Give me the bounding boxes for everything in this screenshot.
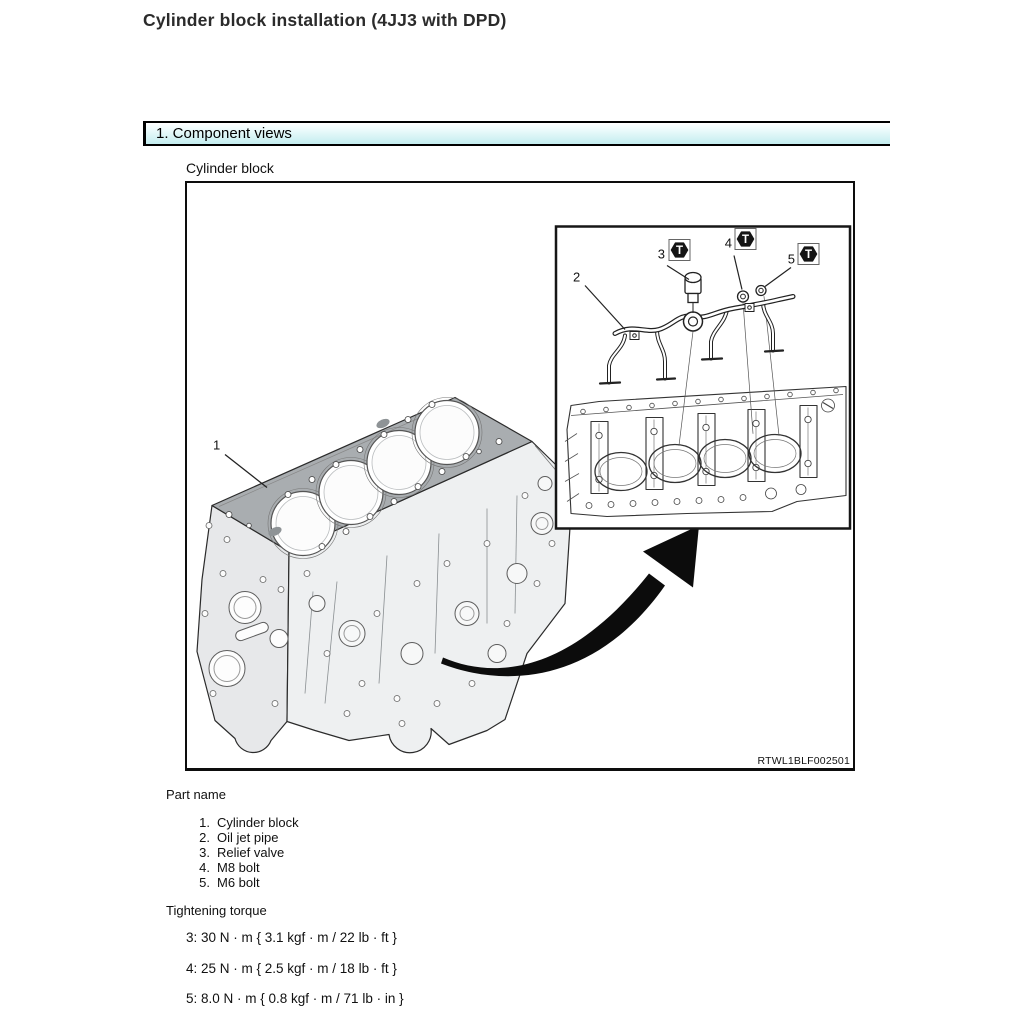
torque-icon [798,244,819,265]
callout-5-number: 5 [787,251,795,267]
part-item-name: Cylinder block [217,815,299,830]
part-list-item [195,830,299,845]
part-item-number: 2. [199,830,210,845]
cylinder-block-drawing [197,398,573,753]
part-item-number: 3. [199,845,210,860]
figure-frame [185,181,855,771]
part-name-list [195,815,299,890]
figure-drawing [187,183,853,768]
callout-4-number: 4 [724,235,732,251]
part-list-item [195,845,299,860]
part-item-name: Oil jet pipe [217,830,279,845]
figure-label: Cylinder block [186,160,274,176]
callout-1-number: 1 [213,437,221,453]
torque-spec-line: 5: 8.0 N · m { 0.8 kgf · m / 71 lb · in } [186,991,404,1006]
part-item-name: Relief valve [217,845,285,860]
section-header-component-views [143,121,890,146]
torque-icon-letter: T [741,234,750,247]
callout-1 [213,438,267,488]
torque-icon-letter: T [804,249,813,262]
tightening-torque-heading: Tightening torque [166,903,267,918]
torque-spec-line: 3: 30 N · m { 3.1 kgf · m / 22 lb · ft } [186,930,397,945]
torque-icon [669,240,690,261]
page-title: Cylinder block installation (4JJ3 with DPD) [143,10,507,30]
part-item-number: 5. [199,875,210,890]
callout-2-number: 2 [573,269,581,285]
part-item-number: 1. [199,815,210,830]
figure-code: RTWL1BLF002501 [757,755,850,767]
inset-block-bottom-drawing [565,387,846,517]
part-list-item [195,875,299,890]
callout-3-number: 3 [657,246,665,262]
torque-icon-letter: T [675,245,684,258]
tightening-torque-list [186,931,404,1019]
section-header-label: 1. Component views [156,125,292,142]
part-list-item [195,860,299,875]
part-item-name: M6 bolt [217,875,260,890]
torque-spec-line: 4: 25 N · m { 2.5 kgf · m / 18 lb · ft } [186,960,397,976]
part-name-heading: Part name [166,787,226,802]
part-list-item [195,815,299,830]
part-item-name: M8 bolt [217,860,260,875]
torque-icon [735,229,756,250]
part-item-number: 4. [199,860,210,875]
